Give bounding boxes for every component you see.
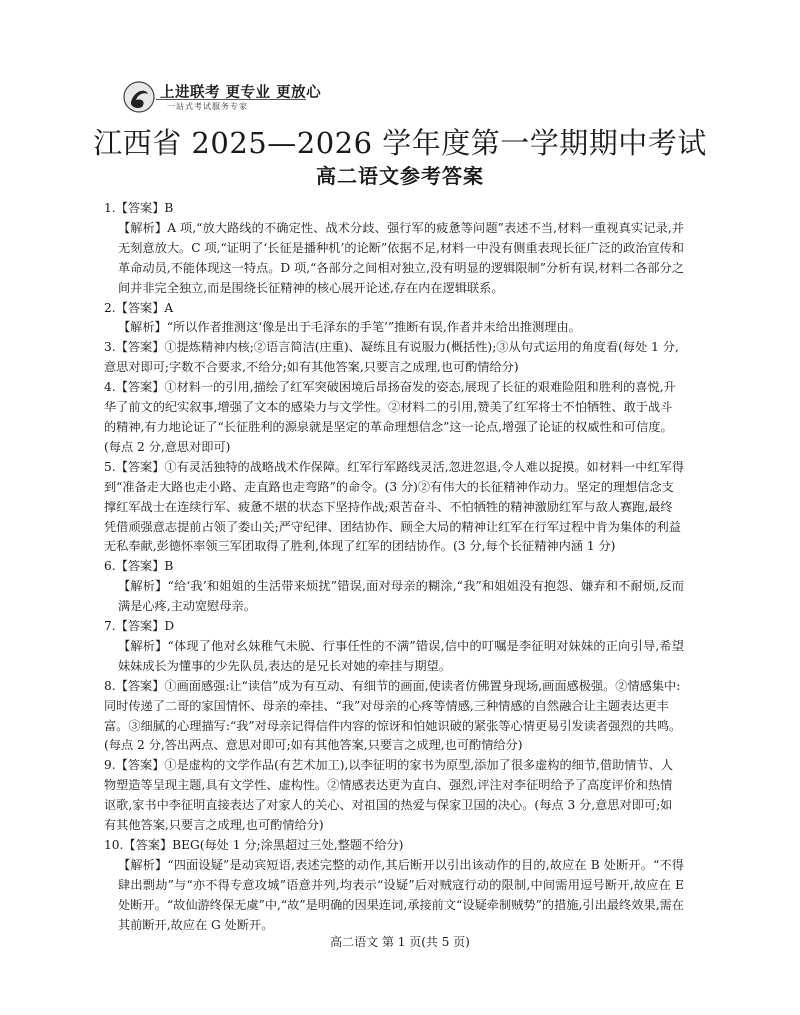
question-8: [104, 677, 684, 757]
question-6: [104, 557, 684, 617]
analysis-text: 【解析】“所以作者推测这‘像是出于毛泽东的手笔’”推断有误,作者并未给出推测理由。: [118, 320, 581, 335]
analysis-text: 【解析】“给‘我’和姐姐的生活带来烦扰”错误,面对母亲的糊涂,“我”和姐姐没有抱怨、嫌弃和不耐烦,反而满是心疼,主动宽慰母亲。: [118, 579, 684, 614]
question-4: [104, 378, 684, 458]
question-7: [104, 617, 684, 677]
answer-line: 2.【答案】A: [104, 300, 174, 315]
answer-line: 3.【答案】①提炼精神内核;②语言简洁(庄重)、凝练且有说服力(概括性);③从句式运用的角度看(每处 1 分,意思对即可;字数不合要求,不给分;如有其他答案,只要言之成理,也可酌情给分): [104, 340, 679, 375]
answer-line: 10.【答案】BEG(每处 1 分;涂黑超过三处,整题不给分): [104, 838, 404, 852]
question-9: [104, 756, 684, 836]
analysis-text: 【解析】“体现了他对幺妹稚气未脱、行事任性的不满”错误,信中的叮嘱是李征明对妹妹的正向引导,希望妹妹成长为懂事的少先队员,表达的是兄长对她的牵挂与期望。: [118, 638, 684, 673]
answer-line: 5.【答案】①有灵活独特的战略战术作保障。红军行军路线灵活,忽进忽退,令人难以捉摸。如材料一中红军得到“准备走大路也走小路、走直路也走弯路”的命令。(3 分)②有伟大的长征精神作动力。坚定的理想信念支撑红军战士在连续行军、疲惫不堪的状态下坚持作战;艰苦奋斗、不怕牺牲的精神激励红军与敌人赛跑,最终凭借顽强意志提前占领了娄山关;严守纪律、团结协作、顾全大局的精神让红军在行军过程中肯为集体的利益无私奉献,彭德怀率领三军团取得了胜利,体现了红军的团结协作。(3 分,每个长征精神内涵 1 分): [104, 459, 685, 554]
answer-line: 9.【答案】①是虚构的文学作品(有艺术加工),以李征明的家书为原型,添加了很多虚构的细节,借助情节、人物塑造等呈现主题,具有文学性、虚构性。②情感表达更为直白、强烈,评注对李征明给予了高度评价和热情讴歌,家书中李征明直接表达了对家人的关心、对祖国的热爱与保家卫国的决心。(每点 3 分,意思对即可;如有其他答案,只要言之成理,也可酌情给分): [104, 758, 674, 833]
logo-divider: [156, 99, 306, 100]
answer-list: [104, 199, 685, 936]
question-5: [104, 458, 685, 558]
question-3: [104, 338, 684, 378]
exam-title: 江西省 2025—2026 学年度第一学期期中考试: [93, 126, 707, 160]
answer-line: 1.【答案】B: [104, 201, 174, 215]
logo-swirl-icon: [122, 80, 156, 114]
analysis-text: 【解析】“四面设疑”是动宾短语,表述完整的动作,其后断开以引出该动作的目的,故应在 B 处断开。“不得肆出剽劫”与“亦不得专意攻城”语意并列,均表示“设疑”后对贼寇行动的限制,中间需用逗号断开,故应在 E 处断开。“故仙游终保无虞”中,“故”是明确的因果连词,承接前文“设疑牵制贼势”的措施,引出最终效果,需在其前断开,故应在 G 处断开。: [118, 857, 684, 932]
logo-subtext: 一站式考试服务专家: [167, 102, 248, 111]
question-1: [104, 199, 684, 299]
analysis-text: 【解析】A 项,“放大路线的不确定性、战术分歧、强行军的疲惫等问题”表述不当,材料一重视真实记录,并无刻意放大。C 项,“证明了‘长征是播种机’的论断”依据不足,材料一中没有侧重表现长征广泛的政治宣传和革命动员,不能体现这一特点。D 项,“各部分之间相对独立,没有明显的逻辑限制”分析有误,材料二各部分之间并非完全独立,而是围绕长征精神的核心展开论述,存在内在逻辑联系。: [118, 220, 684, 295]
page-footer: 高二语文 第 1 页(共 5 页): [330, 935, 470, 949]
document-subtitle: 高二语文参考答案: [316, 164, 484, 188]
logo-text: 上进联考 更专业 更放心: [160, 85, 322, 101]
publisher-logo: [122, 80, 322, 118]
answer-line: 7.【答案】D: [104, 619, 175, 634]
answer-line: 4.【答案】①材料一的引用,描绘了红军突破困境后昂扬奋发的姿态,展现了长征的艰难险阻和胜利的喜悦,升华了前文的纪实叙事,增强了文本的感染力与文学性。②材料二的引用,赞美了红军将士不怕牺牲、敢于战斗的精神,有力地论证了“长征胜利的源泉就是坚定的革命理想信念”这一论点,增强了论证的权威性和可信度。(每点 2 分,意思对即可): [104, 380, 676, 454]
question-2: [104, 299, 684, 339]
question-10: [104, 836, 684, 936]
answer-line: 8.【答案】①画面感强:让“读信”成为有互动、有细节的画面,使读者仿佛置身现场,画面感极强。②情感集中:同时传递了二哥的家国情怀、母亲的牵挂、“我”对母亲的心疼等情感,三种情感的自然融合让主题表达更丰富。③细腻的心理描写:“我”对母亲记得信件内容的惊讶和怕她识破的紧张等心情更易引发读者强烈的共鸣。(每点 2 分,答出两点、意思对即可;如有其他答案,只要言之成理,也可酌情给分): [104, 678, 682, 753]
answer-line: 6.【答案】B: [104, 559, 174, 574]
